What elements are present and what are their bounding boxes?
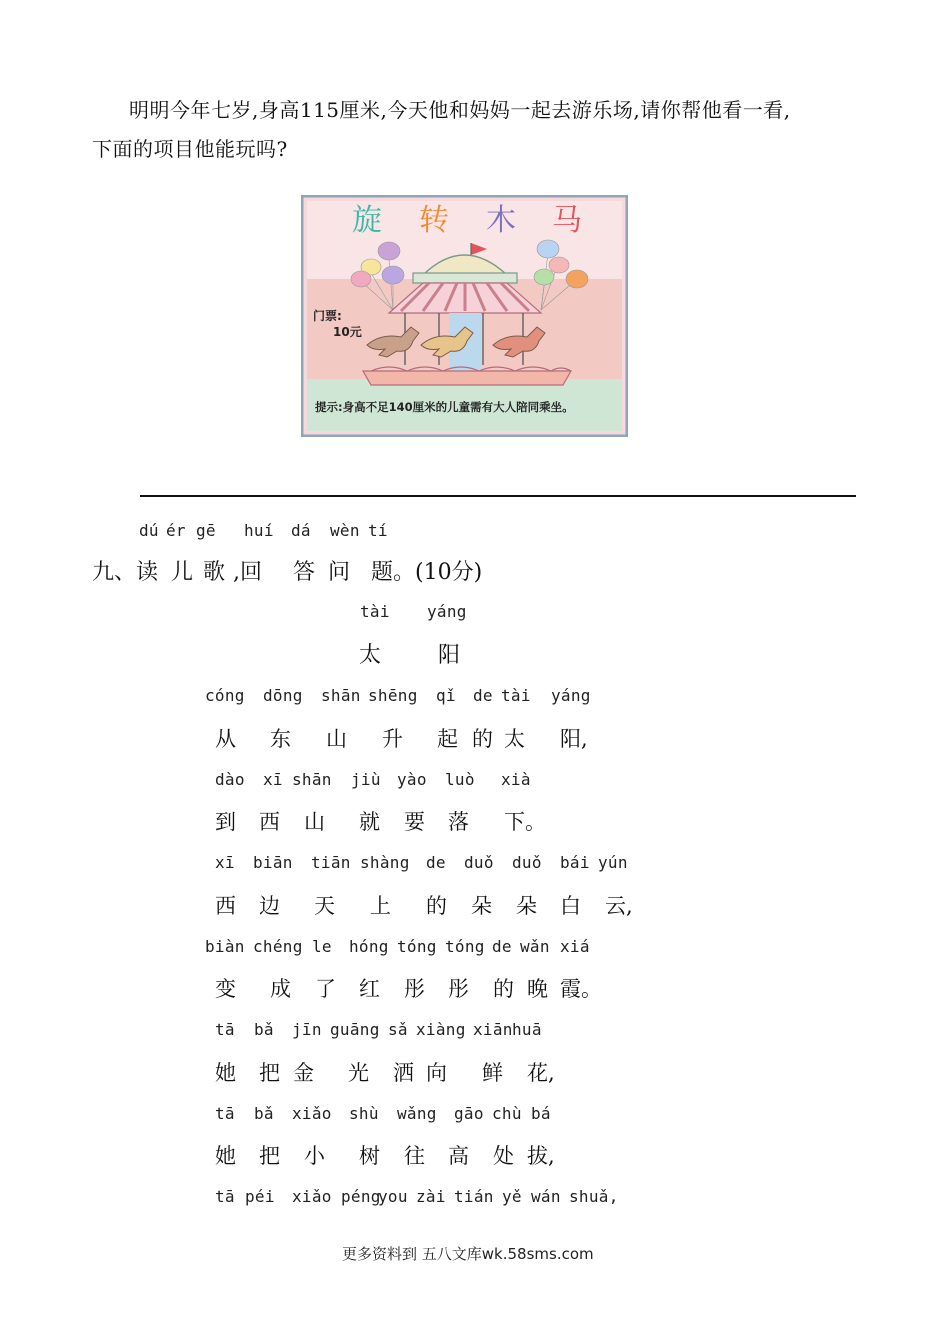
pinyin: huā [512, 1020, 542, 1039]
pinyin: qǐ [436, 686, 456, 705]
hanzi: 阳, [560, 727, 588, 751]
pinyin: bái [560, 853, 590, 872]
heading-char: 问 [328, 560, 351, 585]
pinyin: tài [501, 686, 531, 705]
pinyin: xī [263, 770, 283, 789]
hanzi: 落 [448, 810, 469, 834]
intro-line-2: 下面的项目他能玩吗? [92, 137, 288, 161]
hanzi: 的 [426, 894, 447, 918]
heading-char: 答 [293, 560, 316, 585]
hanzi: 花, [527, 1061, 555, 1085]
pinyin: you [378, 1187, 408, 1206]
pinyin: de [473, 686, 493, 705]
hanzi: 山 [304, 810, 325, 834]
hanzi: 往 [404, 1144, 425, 1168]
hanzi: 白 [560, 894, 581, 918]
hint-text: 提示:身高不足140厘米的儿童需有大人陪同乘坐。 [315, 400, 574, 414]
hanzi: 小 [304, 1144, 325, 1168]
hanzi: 她 [215, 1144, 236, 1168]
sign-title-char-3: 木 [486, 203, 516, 238]
pinyin: huí [244, 521, 274, 540]
sign-title-char-1: 旋 [352, 203, 382, 238]
pinyin: tián [454, 1187, 494, 1206]
heading-char: 题。(10分) [371, 560, 483, 585]
pinyin: tā [215, 1187, 235, 1206]
hanzi: 西 [259, 810, 280, 834]
hanzi: 鲜 [482, 1061, 503, 1085]
pinyin: xiǎo [292, 1104, 332, 1123]
pinyin: xiá [560, 937, 590, 956]
pinyin: duǒ [512, 853, 542, 872]
hanzi: 山 [326, 727, 347, 751]
pinyin: luò [445, 770, 475, 789]
pinyin: xī [215, 853, 235, 872]
pinyin: péng [341, 1187, 381, 1206]
hanzi: 高 [448, 1144, 469, 1168]
pinyin: shàng [360, 853, 410, 872]
carousel-sign-image [301, 195, 628, 437]
pinyin: yào [397, 770, 427, 789]
hanzi: 云, [605, 894, 633, 918]
hanzi: 晚 [527, 977, 548, 1001]
ticket-price: 10元 [333, 325, 362, 339]
pinyin: hóng [349, 937, 389, 956]
hanzi: 彤 [448, 977, 469, 1001]
pinyin: zài [416, 1187, 446, 1206]
hanzi: 起 [437, 727, 458, 751]
pinyin: xiǎo [292, 1187, 332, 1206]
pinyin: yáng [551, 686, 591, 705]
hanzi: 太 [504, 727, 525, 751]
pinyin: bá [531, 1104, 551, 1123]
pinyin: cóng [205, 686, 245, 705]
pinyin: dōng [263, 686, 303, 705]
heading-char: 九、读 [92, 560, 159, 585]
pinyin: gāo [454, 1104, 484, 1123]
pinyin: xiān [473, 1020, 513, 1039]
pinyin: shuǎ, [569, 1187, 619, 1206]
pinyin: duǒ [464, 853, 494, 872]
pinyin: dào [215, 770, 245, 789]
pinyin: tā [215, 1020, 235, 1039]
hanzi: 洒 [393, 1061, 414, 1085]
intro-line-1: 明明今年七岁,身高115厘米,今天他和妈妈一起去游乐场,请你帮他看一看, [129, 98, 791, 122]
pinyin: chù [492, 1104, 522, 1123]
hanzi: 她 [215, 1061, 236, 1085]
pinyin: bǎ [254, 1104, 274, 1123]
heading-char: 儿 [171, 560, 194, 585]
pinyin: wán [531, 1187, 561, 1206]
pinyin: bǎ [254, 1020, 274, 1039]
pinyin: shān [321, 686, 361, 705]
pinyin: sǎ [388, 1020, 408, 1039]
hanzi: 了 [315, 977, 336, 1001]
sign-title-char-4: 马 [552, 203, 582, 238]
heading-char: ,回 [233, 560, 262, 585]
pinyin: wǎn [520, 937, 550, 956]
hanzi: 成 [270, 977, 291, 1001]
poem-title-pinyin: tài [360, 602, 390, 621]
pinyin: xià [501, 770, 531, 789]
hanzi: 西 [215, 894, 236, 918]
hanzi: 下。 [504, 810, 546, 834]
pinyin: wèn [330, 521, 360, 540]
pinyin: tiān [311, 853, 351, 872]
pinyin: xiàng [416, 1020, 466, 1039]
hanzi: 要 [404, 810, 425, 834]
pinyin: gē [196, 521, 216, 540]
pinyin: dá [291, 521, 311, 540]
section-divider [140, 495, 856, 497]
poem-title-char: 太 [359, 643, 382, 668]
hanzi: 朵 [516, 894, 537, 918]
pinyin: shù [349, 1104, 379, 1123]
pinyin: jiù [351, 770, 381, 789]
hanzi: 变 [215, 977, 236, 1001]
hanzi: 拔, [527, 1144, 555, 1168]
pinyin: shān [292, 770, 332, 789]
hanzi: 把 [259, 1061, 280, 1085]
hanzi: 光 [348, 1061, 369, 1085]
hanzi: 把 [259, 1144, 280, 1168]
pinyin: shēng [368, 686, 418, 705]
pinyin: tí [368, 521, 388, 540]
hanzi: 彤 [404, 977, 425, 1001]
hanzi: 朵 [471, 894, 492, 918]
pinyin: tā [215, 1104, 235, 1123]
hanzi: 向 [426, 1061, 447, 1085]
hanzi: 金 [293, 1061, 314, 1085]
hanzi: 从 [215, 727, 236, 751]
hanzi: 的 [472, 727, 493, 751]
pinyin: yún [598, 853, 628, 872]
poem-title-char: 阳 [438, 643, 461, 668]
pinyin: dú [139, 521, 159, 540]
pinyin: le [312, 937, 332, 956]
hanzi: 的 [493, 977, 514, 1001]
pinyin: biàn [205, 937, 245, 956]
hanzi: 霞。 [560, 977, 602, 1001]
hanzi: 升 [382, 727, 403, 751]
hanzi: 边 [259, 894, 280, 918]
pinyin: de [426, 853, 446, 872]
hanzi: 上 [370, 894, 391, 918]
pinyin: tóng [397, 937, 437, 956]
pinyin: tóng [445, 937, 485, 956]
pinyin: péi [245, 1187, 275, 1206]
ticket-label: 门票: [313, 309, 342, 323]
pinyin: jīn [292, 1020, 322, 1039]
hanzi: 红 [359, 977, 380, 1001]
hanzi: 天 [314, 894, 335, 918]
poem-title-pinyin: yáng [427, 602, 467, 621]
pinyin: guāng [330, 1020, 380, 1039]
pinyin: yě [502, 1187, 522, 1206]
pinyin: ér [166, 521, 186, 540]
hanzi: 树 [359, 1144, 380, 1168]
pinyin: chéng [253, 937, 303, 956]
pinyin: de [492, 937, 512, 956]
pinyin: wǎng [397, 1104, 437, 1123]
sign-title-char-2: 转 [419, 203, 449, 238]
hanzi: 处 [493, 1144, 514, 1168]
hanzi: 东 [270, 727, 291, 751]
hanzi: 就 [359, 810, 380, 834]
pinyin: biān [253, 853, 293, 872]
footer-text: 更多资料到 五八文库wk.58sms.com [342, 1245, 594, 1263]
heading-char: 歌 [203, 560, 226, 585]
hanzi: 到 [215, 810, 236, 834]
